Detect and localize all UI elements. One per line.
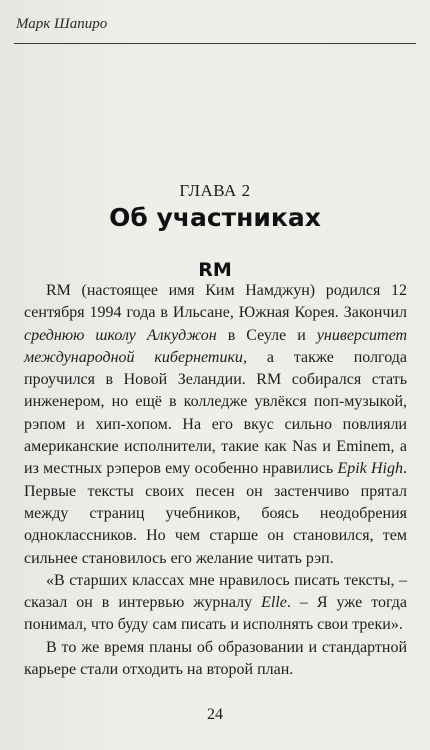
italic-run: среднюю школу Алкуджон (24, 326, 217, 344)
text-run: «В старших классах мне нравилось писать тексты, – сказал он в интервью журналу (24, 571, 407, 612)
paragraph (24, 637, 407, 682)
text-run: . Первые тексты своих песен он застенчиво прятал между страниц учебников, боясь неодобрения одноклассников. Но чем старше он становился, тем сильнее становилось его желание читать рэп. (24, 460, 407, 567)
chapter-label: ГЛАВА 2 (179, 181, 251, 200)
text-run: В то же время планы об образовании и стандартной карьере стали отходить на второй план. (24, 638, 407, 679)
text-run: RM (настоящее имя Ким Намджун) родился 12 сентября 1994 года в Ильсане, Южная Корея. Закончил (24, 282, 407, 322)
paragraph (24, 570, 407, 637)
page-number: 24 (207, 706, 223, 723)
text-run: . – Я уже тогда понимал, что буду сам писать и исполнять свои треки». (24, 594, 407, 634)
section-title: RM (198, 259, 232, 281)
running-head: Марк Шапиро (16, 16, 108, 32)
italic-run: Elle (261, 594, 287, 612)
chapter-title: Об участниках (109, 203, 321, 232)
paragraph (24, 280, 407, 570)
header-rule (14, 43, 416, 44)
text-run: , а также полгода проучился в Новой Зеландии. RM собирался стать инженером, но ещё в колледже увлёкся поп-музыкой, рэпом и хип-хопом. На его вкус сильно повлияли американские исполнители, такие как Nas и Eminem, а из местных рэперов ему особенно нравились (24, 348, 407, 478)
body-text (24, 280, 407, 681)
italic-run: Epik High (337, 460, 403, 478)
text-run: в Сеуле и (216, 326, 317, 344)
italic-run: университет международной кибернетики (24, 326, 408, 366)
